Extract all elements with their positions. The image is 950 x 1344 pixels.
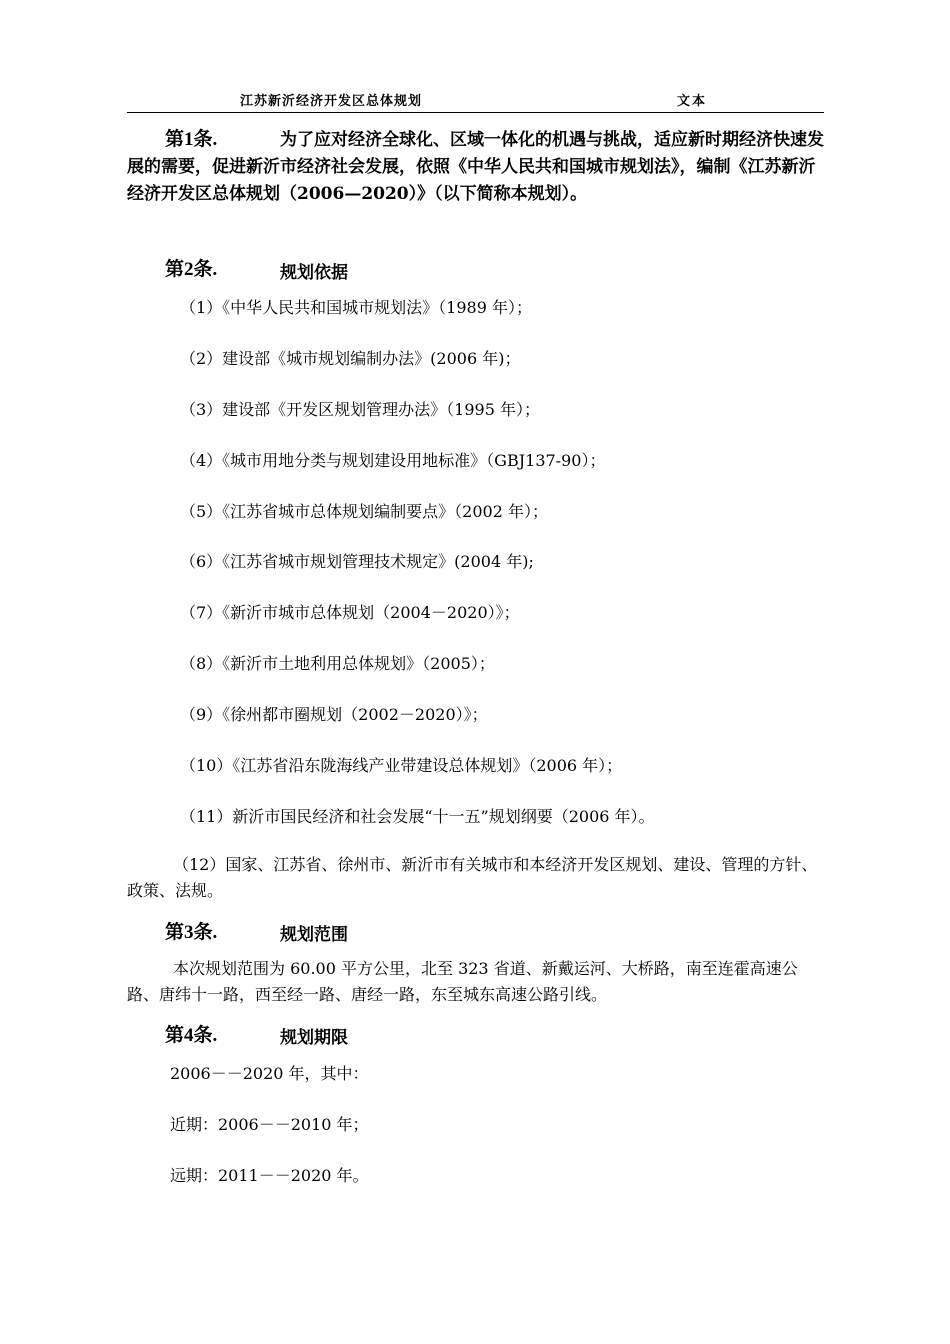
list-item: （7）《新沂市城市总体规划（2004－2020）》；: [180, 603, 520, 622]
article-2-number: 第2条.: [165, 259, 218, 280]
article-3-text: 本次规划范围为 60.00 平方公里，北至 323 省道、新戴运河、大桥路，南至连霍高速公路、唐纬十一路，西至经一路、唐经一路，东至城东高速公路引线。: [127, 959, 798, 1004]
article-3-number: 第3条.: [165, 922, 218, 943]
list-item: （3）建设部《开发区规划管理办法》（1995 年）；: [180, 400, 540, 419]
list-item: （10）《江苏省沿东陇海线产业带建设总体规划》（2006 年）；: [180, 756, 623, 775]
period-near-term: 近期：2006－－2010 年；: [170, 1115, 369, 1134]
list-item: （9）《徐州都市圈规划（2002－2020）》；: [180, 705, 488, 724]
article-3-heading: 规划范围: [280, 925, 348, 945]
article-2-heading: 规划依据: [280, 263, 348, 283]
article-1-text: 为了应对经济全球化、区域一体化的机遇与挑战，适应新时期经济快速发展的需要，促进新沂市经济社会发展，依照《中华人民共和国城市规划法》，编制《江苏新沂经济开发区总体规划（2006—2020）》（以下简称本规划）。: [127, 130, 824, 204]
article-1-number: 第1条.: [165, 129, 218, 150]
article-4-heading: 规划期限: [280, 1028, 348, 1048]
article-1: [127, 126, 827, 208]
list-item: （11）新沂市国民经济和社会发展“十一五”规划纲要（2006 年）。: [180, 807, 655, 826]
article-3-body: [127, 956, 827, 1008]
article-4-number: 第4条.: [165, 1025, 218, 1046]
period-long-term: 远期：2011－－2020 年。: [170, 1166, 369, 1185]
list-item-12: [127, 852, 827, 904]
period-total: 2006－－2020 年，其中：: [170, 1064, 369, 1083]
page-header: [127, 90, 824, 113]
article-1-indent: [127, 126, 280, 154]
list-item: （8）《新沂市土地利用总体规划》（2005）；: [180, 654, 495, 673]
header-title: 江苏新沂经济开发区总体规划: [240, 94, 423, 109]
list-item: （2）建设部《城市规划编制办法》(2006 年)；: [180, 349, 521, 368]
list-item: （6）《江苏省城市规划管理技术规定》(2004 年);: [180, 552, 534, 571]
header-label: 文本: [677, 94, 708, 109]
list-item: （4）《城市用地分类与规划建设用地标准》（GBJ137-90）；: [180, 451, 606, 470]
list-item: （1）《中华人民共和国城市规划法》（1989 年）；: [180, 298, 532, 317]
list-item-12-text: （12）国家、江苏省、徐州市、新沂市有关城市和本经济开发区规划、建设、管理的方针、政策、法规。: [127, 855, 818, 900]
list-item: （5）《江苏省城市总体规划编制要点》（2002 年）；: [180, 502, 548, 521]
